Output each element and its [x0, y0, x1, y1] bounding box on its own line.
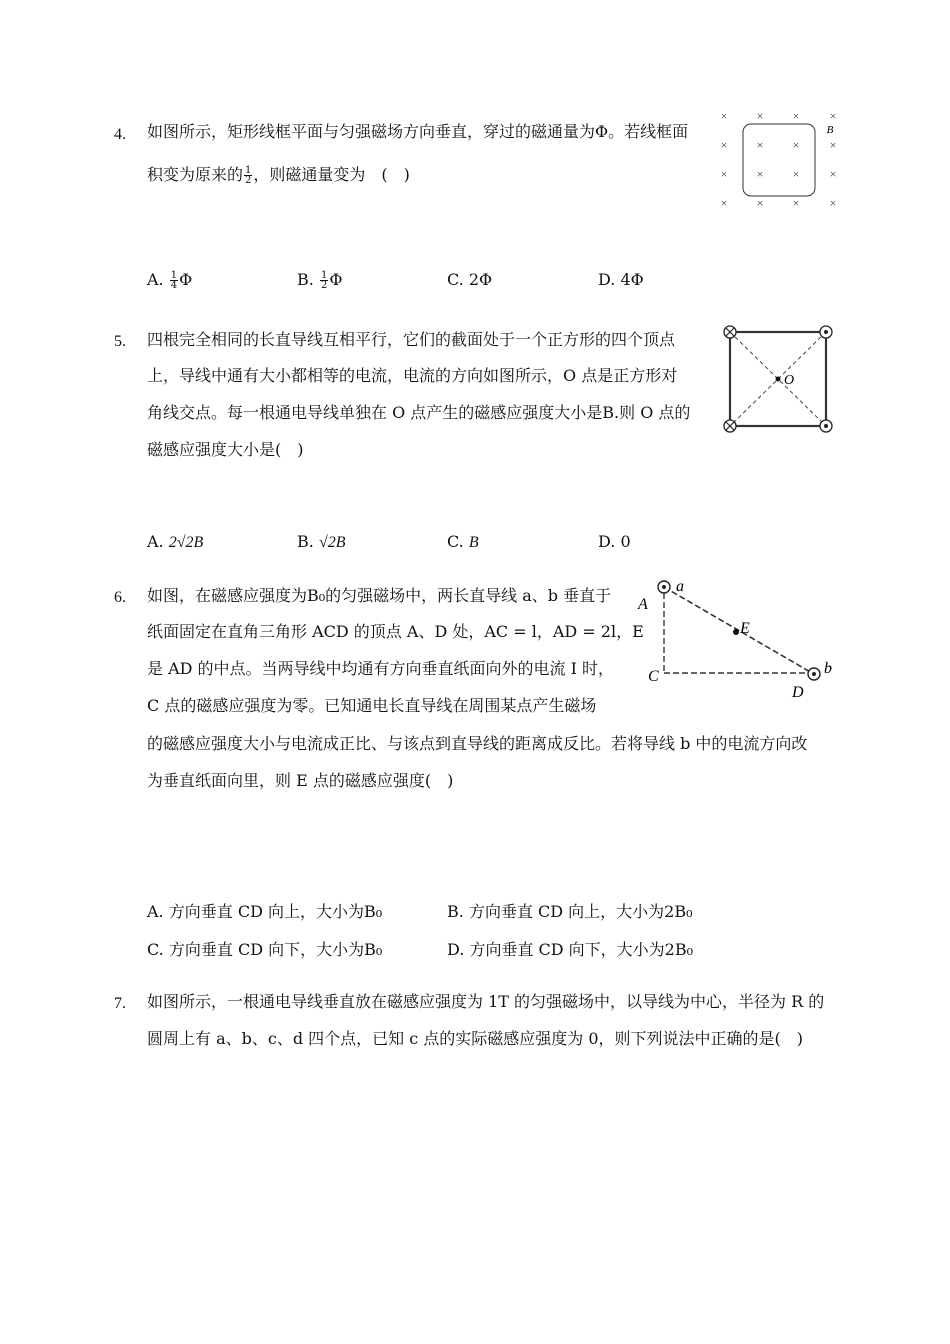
svg-text:×: ×: [829, 167, 837, 181]
q6-stem-line-2: 纸面固定在直角三角形 ACD 的顶点 A、D 处，AC = l，AD = 2l，E: [147, 622, 644, 641]
q5-stem-line-4: 磁感应强度大小是( ): [147, 440, 304, 459]
svg-text:×: ×: [756, 196, 764, 210]
wire-into-page-icon-bottom-left: [724, 420, 736, 432]
q6-number: 6.: [114, 589, 126, 606]
wire-into-page-icon-top-left: [724, 326, 736, 338]
q4-stem-line-1: 如图所示，矩形线框平面与匀强磁场方向垂直，穿过的磁通量为Φ。若线框面: [147, 122, 689, 141]
svg-text:×: ×: [829, 138, 837, 152]
q7-stem-line-2: 圆周上有 a、b、c、d 四个点，已知 c 点的实际磁感应强度为 0，则下列说法中正确的是( ): [147, 1029, 804, 1048]
q5-option-d[interactable]: D. 0: [598, 532, 631, 551]
svg-text:×: ×: [829, 109, 837, 123]
svg-text:×: ×: [756, 109, 764, 123]
q6-right-triangle-diagram: [630, 575, 840, 701]
q6-option-c[interactable]: C. 方向垂直 CD 向下，大小为B₀: [147, 940, 383, 959]
q7-stem-line-1: 如图所示，一根通电导线垂直放在磁感应强度为 1T 的匀强磁场中，以导线为中心，半径为 R 的: [147, 992, 825, 1011]
svg-text:×: ×: [720, 138, 728, 152]
q6-option-b[interactable]: B. 方向垂直 CD 向上，大小为2B₀: [447, 902, 693, 921]
q6-stem-line-1: 如图，在磁感应强度为B₀的匀强磁场中，两长直导线 a、b 垂直于: [147, 586, 612, 605]
q6-option-a[interactable]: A. 方向垂直 CD 向上，大小为B₀: [147, 902, 383, 921]
q6-stem-line-4: C 点的磁感应强度为零。已知通电长直导线在周围某点产生磁场: [147, 696, 597, 715]
field-label-b: B: [826, 124, 834, 136]
wire-frame-rect: [743, 124, 815, 196]
q6-stem-line-6: 为垂直纸面向里，则 E 点的磁感应强度( ): [147, 771, 454, 790]
q6-stem-line-3: 是 AD 的中点。当两导线中均通有方向垂直纸面向外的电流 I 时，: [147, 659, 615, 678]
wire-out-of-page-icon-top-right: [820, 326, 832, 338]
label-o: O: [784, 373, 795, 388]
label-d: D: [792, 684, 804, 701]
svg-text:×: ×: [756, 138, 764, 152]
label-a-lower: a: [676, 578, 684, 595]
q4-option-b[interactable]: B. $\frac{1}{2}$ Φ: [297, 270, 343, 291]
svg-text:×: ×: [792, 167, 800, 181]
svg-text:×: ×: [720, 196, 728, 210]
svg-text:×: ×: [792, 138, 800, 152]
q5-stem-line-1: 四根完全相同的长直导线互相平行，它们的截面处于一个正方形的四个顶点: [147, 330, 676, 349]
q5-wire-square-diagram: [720, 322, 838, 434]
q5-option-c[interactable]: C. B: [447, 532, 479, 551]
q4-fraction: $\frac{1}{2}$: [245, 165, 252, 186]
center-point-o: [776, 377, 781, 382]
q5-option-b[interactable]: B. √2B: [297, 532, 346, 551]
q5-option-a[interactable]: A. 2√2B: [147, 532, 204, 551]
q4-number: 4.: [114, 126, 126, 143]
q4-option-a[interactable]: A. $\frac{1}{4}$ Φ: [147, 270, 193, 291]
label-b: b: [824, 660, 832, 677]
svg-text:×: ×: [792, 109, 800, 123]
wire-a-out-of-page-icon: [658, 581, 670, 593]
label-c: C: [648, 668, 659, 685]
q6-stem-line-5: 的磁感应强度大小与电流成正比、与该点到直导线的距离成反比。若将导线 b 中的电流方向改: [147, 734, 808, 753]
svg-text:×: ×: [829, 196, 837, 210]
q5-stem-line-2: 上，导线中通有大小都相等的电流，电流的方向如图所示，O 点是正方形对: [147, 366, 678, 385]
label-a-upper: A: [638, 596, 648, 613]
q7-number: 7.: [114, 995, 126, 1012]
wire-out-of-page-icon-bottom-right: [820, 420, 832, 432]
q4-option-c[interactable]: C. 2Φ: [447, 270, 493, 289]
q6-option-d[interactable]: D. 方向垂直 CD 向下，大小为2B₀: [447, 940, 694, 959]
svg-text:×: ×: [756, 167, 764, 181]
svg-text:×: ×: [720, 167, 728, 181]
q4-option-b-fraction: $\frac{1}{2}$: [320, 270, 328, 291]
q4-option-a-fraction: $\frac{1}{4}$: [170, 270, 178, 291]
q4-stem-line-2: 积变为原来的 $\frac{1}{2}$ ，则磁通量变为 ( ): [147, 165, 410, 186]
q5-stem-line-3: 角线交点。每一根通电导线单独在 O 点产生的磁感应强度大小是B.则 O 点的: [147, 403, 691, 422]
midpoint-e: [733, 629, 739, 635]
svg-text:×: ×: [792, 196, 800, 210]
q5-number: 5.: [114, 333, 126, 350]
label-e: E: [740, 620, 750, 637]
q4-magnetic-field-diagram: [712, 106, 842, 212]
wire-b-out-of-page-icon: [808, 668, 820, 680]
q4-option-d[interactable]: D. 4Φ: [598, 270, 644, 289]
svg-text:×: ×: [720, 109, 728, 123]
